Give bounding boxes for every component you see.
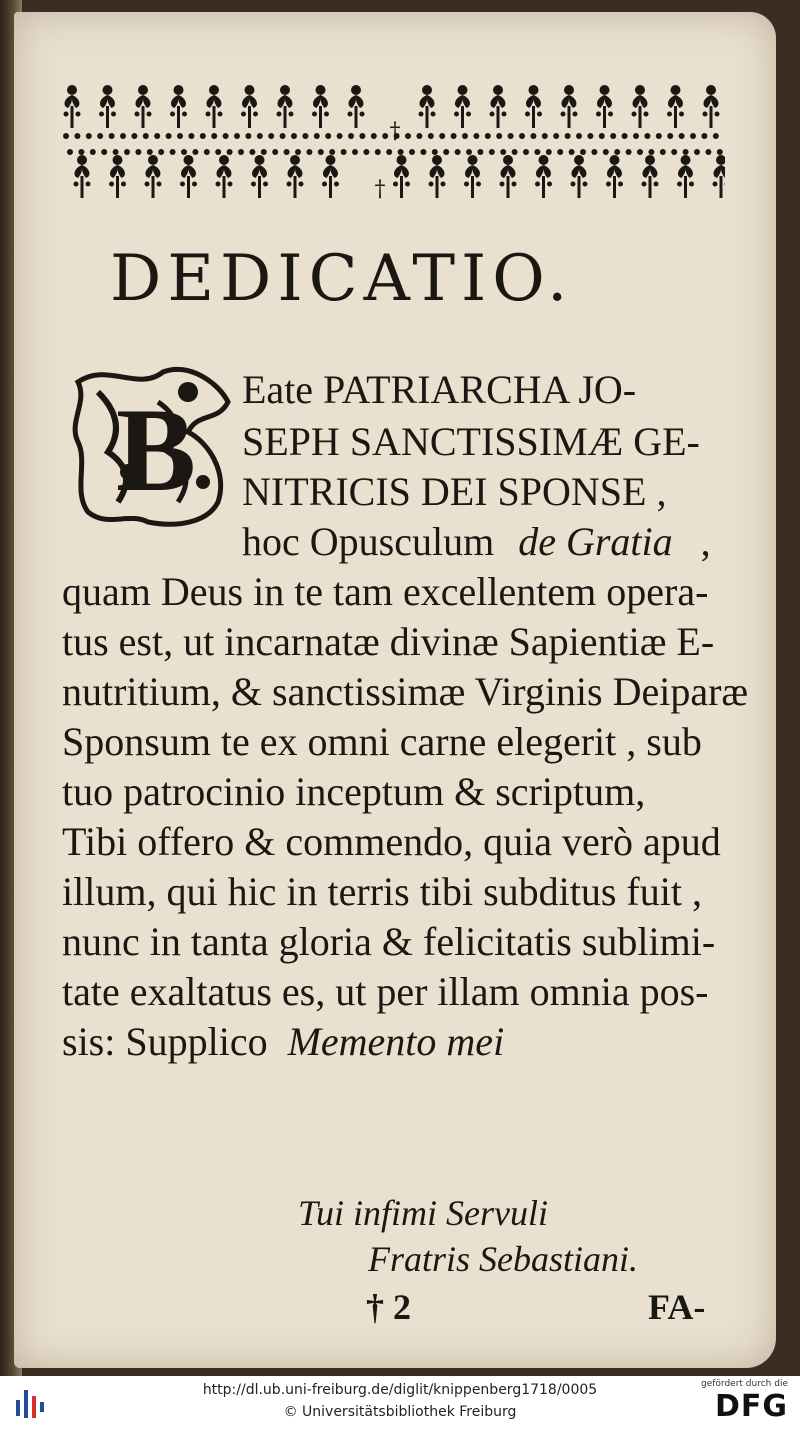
- ornament-dot: [192, 149, 198, 155]
- ornament-dot: [386, 149, 392, 155]
- ornament-dot: [587, 133, 593, 139]
- ornament-fleuron: [322, 155, 339, 198]
- ornament-dot: [314, 133, 320, 139]
- ornament-dot: [131, 133, 137, 139]
- ornament-fleuron: [713, 155, 726, 198]
- ornament-dot: [371, 133, 377, 139]
- ornament-fleuron: [216, 155, 233, 198]
- ornament-fleuron: [632, 85, 649, 128]
- ornament-dot: [455, 149, 461, 155]
- ornament-dot: [443, 149, 449, 155]
- ornament-dot: [295, 149, 301, 155]
- ornament-dot: [188, 133, 194, 139]
- ornament-fleuron: [287, 155, 304, 198]
- ornament-dot: [223, 133, 229, 139]
- decorated-initial-b: [68, 362, 236, 528]
- ornament-fleuron: [180, 155, 197, 198]
- ornament-dot: [648, 149, 654, 155]
- ornament-dot: [473, 133, 479, 139]
- ornament-dot: [124, 149, 130, 155]
- ornament-fleuron: [419, 85, 436, 128]
- text-line-4-italic: de Gratia: [518, 519, 673, 564]
- ornament-fleuron: [277, 85, 294, 128]
- ornament-fleuron: [64, 85, 81, 128]
- ornament-dot: [610, 133, 616, 139]
- ornament-dot: [701, 133, 707, 139]
- ornament-dot: [398, 149, 404, 155]
- text-line-2: SEPH SANCTISSIMÆ GE-: [242, 419, 700, 464]
- ornament-dot: [306, 149, 312, 155]
- ornament-dot: [565, 133, 571, 139]
- ornament-dot: [614, 149, 620, 155]
- ornament-fleuron: [251, 155, 268, 198]
- ornament-dot: [341, 149, 347, 155]
- text-line-1: Eate PATRIARCHA JO-: [242, 367, 637, 412]
- funding-note: gefördert durch die: [701, 1379, 788, 1389]
- ornament-dot: [500, 149, 506, 155]
- ornament-dot: [234, 133, 240, 139]
- ornament-fleuron: [74, 155, 91, 198]
- ornament-fleuron: [109, 155, 126, 198]
- ornament-fleuron: [99, 85, 116, 128]
- page-title: DEDICATIO.: [110, 242, 574, 316]
- text-line-4-comma: ,: [700, 519, 711, 564]
- ornament-dot: [591, 149, 597, 155]
- text-line-8: Sponsum te ex omni carne elegerit , sub: [62, 719, 702, 764]
- ornament-dot: [318, 149, 324, 155]
- ornament-dot: [580, 149, 586, 155]
- ornament-dot: [227, 149, 233, 155]
- text-line-7: nutritium, & sanctissimæ Virginis Deiparæ: [62, 669, 749, 714]
- ornament-dot: [170, 149, 176, 155]
- viewer-footer: [0, 1376, 800, 1432]
- ornament-fleuron: [596, 85, 613, 128]
- text-line-10: Tibi offero & commendo, quia verò apud: [62, 819, 721, 864]
- ornament-fleuron: [535, 155, 552, 198]
- text-line-3: NITRICIS DEI SPONSE ,: [242, 469, 667, 514]
- text-line-4-main: hoc Opusculum: [242, 519, 495, 564]
- ornament-dot: [485, 133, 491, 139]
- text-line-5: quam Deus in te tam excellentem opera-: [62, 569, 709, 614]
- ornament-fleuron: [500, 155, 517, 198]
- ornament-dot: [576, 133, 582, 139]
- ornament-dot: [158, 149, 164, 155]
- ornament-dot: [553, 133, 559, 139]
- ornament-dot: [656, 133, 662, 139]
- ornament-dot: [257, 133, 263, 139]
- ornament-fleuron: [429, 155, 446, 198]
- ornament-dot: [147, 149, 153, 155]
- ornament-dot: [432, 149, 438, 155]
- ornament-dot: [363, 149, 369, 155]
- ornament-dot: [86, 133, 92, 139]
- ornament-dot: [113, 149, 119, 155]
- ornament-border: [60, 78, 725, 218]
- svg-text:†: †: [389, 119, 401, 144]
- ornament-fleuron: [490, 85, 507, 128]
- ornament-fleuron: [135, 85, 152, 128]
- ornament-dot: [496, 133, 502, 139]
- dropcap-letter: B: [116, 383, 197, 516]
- ornament-dot: [667, 133, 673, 139]
- ornament-dot: [375, 149, 381, 155]
- ornament-dot: [200, 133, 206, 139]
- signature-line-2: Fratris Sebastiani.: [368, 1239, 639, 1279]
- ornament-dot: [329, 149, 335, 155]
- ornament-fleuron: [145, 155, 162, 198]
- ornament-dot: [546, 149, 552, 155]
- ornament-fleuron: [312, 85, 329, 128]
- text-line-6: tus est, ut incarnatæ divinæ Sapientiæ E-: [62, 619, 715, 664]
- ornament-dot: [660, 149, 666, 155]
- svg-text:†: †: [374, 177, 386, 202]
- ornament-fleuron: [241, 85, 258, 128]
- ornament-dot: [428, 133, 434, 139]
- ornament-fleuron: [393, 155, 410, 198]
- ornament-fleuron: [561, 85, 578, 128]
- ornament-fleuron: [667, 85, 684, 128]
- text-line-13: tate exaltatus es, ut per illam omnia pos-: [62, 969, 709, 1014]
- ornament-dot: [238, 149, 244, 155]
- ornament-dot: [713, 133, 719, 139]
- ornament-dot: [679, 133, 685, 139]
- ornament-dot: [416, 133, 422, 139]
- ornament-dot: [626, 149, 632, 155]
- ornament-dot: [603, 149, 609, 155]
- ornament-dot: [74, 133, 80, 139]
- ornament-dot: [154, 133, 160, 139]
- ornament-dot: [67, 149, 73, 155]
- ornament-dot: [694, 149, 700, 155]
- ornament-dot: [211, 133, 217, 139]
- ornament-dot: [245, 133, 251, 139]
- ornament-fleuron: [642, 155, 659, 198]
- ornament-dot: [337, 133, 343, 139]
- ornament-fleuron: [703, 85, 720, 128]
- ornament-fleuron: [464, 155, 481, 198]
- ornament-dot: [519, 133, 525, 139]
- ornament-dot: [717, 149, 723, 155]
- signature-line-1: Tui infimi Servuli: [298, 1193, 549, 1233]
- ornament-fleuron: [677, 155, 694, 198]
- ornament-dot: [622, 133, 628, 139]
- ornament-dot: [542, 133, 548, 139]
- ornament-dot: [101, 149, 107, 155]
- ornament-dot: [705, 149, 711, 155]
- ornament-dot: [530, 133, 536, 139]
- ornament-dot: [359, 133, 365, 139]
- ornament-dot: [249, 149, 255, 155]
- ornament-dot: [204, 149, 210, 155]
- catchword: FA-: [648, 1287, 706, 1327]
- ornament-dot: [599, 133, 605, 139]
- page-url-link[interactable]: http://dl.ub.uni-freiburg.de/diglit/knippenberg1718/0005: [202, 1382, 598, 1398]
- ornament-dot: [683, 149, 689, 155]
- ornament-dot: [382, 133, 388, 139]
- text-line-9: tuo patrocinio inceptum & scriptum,: [62, 769, 646, 814]
- ornament-dot: [405, 133, 411, 139]
- ornament-fleuron: [170, 85, 187, 128]
- text-line-14: [62, 1018, 504, 1065]
- ornament-dot: [109, 133, 115, 139]
- ornament-dot: [143, 133, 149, 139]
- ornament-dot: [272, 149, 278, 155]
- ornament-dot: [268, 133, 274, 139]
- ornament-dot: [325, 133, 331, 139]
- ornament-dot: [690, 133, 696, 139]
- ornament-dot: [512, 149, 518, 155]
- ornament-dot: [451, 133, 457, 139]
- ornament-dot: [90, 149, 96, 155]
- ornament-dot: [439, 133, 445, 139]
- ornament-fleuron: [525, 85, 542, 128]
- ornament-dot: [280, 133, 286, 139]
- ornament-dot: [261, 149, 267, 155]
- ornament-dot: [569, 149, 575, 155]
- ornament-dot: [633, 133, 639, 139]
- ornament-dot: [63, 133, 69, 139]
- dfg-logo[interactable]: DFG: [714, 1389, 788, 1424]
- text-line-14-italic: Memento mei: [287, 1019, 505, 1064]
- text-line-12: nunc in tanta gloria & felicitatis sublimi-: [62, 919, 716, 964]
- ornament-dot: [291, 133, 297, 139]
- ornament-dot: [352, 149, 358, 155]
- ornament-dot: [409, 149, 415, 155]
- ornament-dot: [508, 133, 514, 139]
- ornament-dot: [97, 133, 103, 139]
- ornament-dot: [534, 149, 540, 155]
- text-line-14-main: sis: Supplico: [62, 1019, 268, 1064]
- ornament-dot: [420, 149, 426, 155]
- ornament-dot: [348, 133, 354, 139]
- text-line-11: illum, qui hic in terris tibi subditus fuit ,: [62, 869, 702, 914]
- ornament-dot: [557, 149, 563, 155]
- text-line-4: [242, 518, 711, 565]
- ornament-dot: [135, 149, 141, 155]
- ornament-fleuron: [454, 85, 471, 128]
- ornament-dot: [523, 149, 529, 155]
- ornament-fleuron: [348, 85, 365, 128]
- ornament-fleuron: [206, 85, 223, 128]
- ornament-dot: [166, 133, 172, 139]
- ornament-dot: [466, 149, 472, 155]
- signature-mark: † 2: [366, 1287, 411, 1327]
- ornament-dot: [489, 149, 495, 155]
- ornament-dot: [637, 149, 643, 155]
- ornament-dot: [477, 149, 483, 155]
- ornament-fleuron: [606, 155, 623, 198]
- ornament-dot: [177, 133, 183, 139]
- ornament-dot: [120, 133, 126, 139]
- ornament-fleuron: [571, 155, 588, 198]
- ornament-dot: [181, 149, 187, 155]
- ornament-dot: [671, 149, 677, 155]
- ornament-dot: [284, 149, 290, 155]
- ornament-dot: [78, 149, 84, 155]
- ornament-dot: [644, 133, 650, 139]
- ornament-dot: [215, 149, 221, 155]
- ornament-dot: [302, 133, 308, 139]
- copyright-text: © Universitätsbibliothek Freiburg: [283, 1404, 517, 1420]
- ornament-dot: [462, 133, 468, 139]
